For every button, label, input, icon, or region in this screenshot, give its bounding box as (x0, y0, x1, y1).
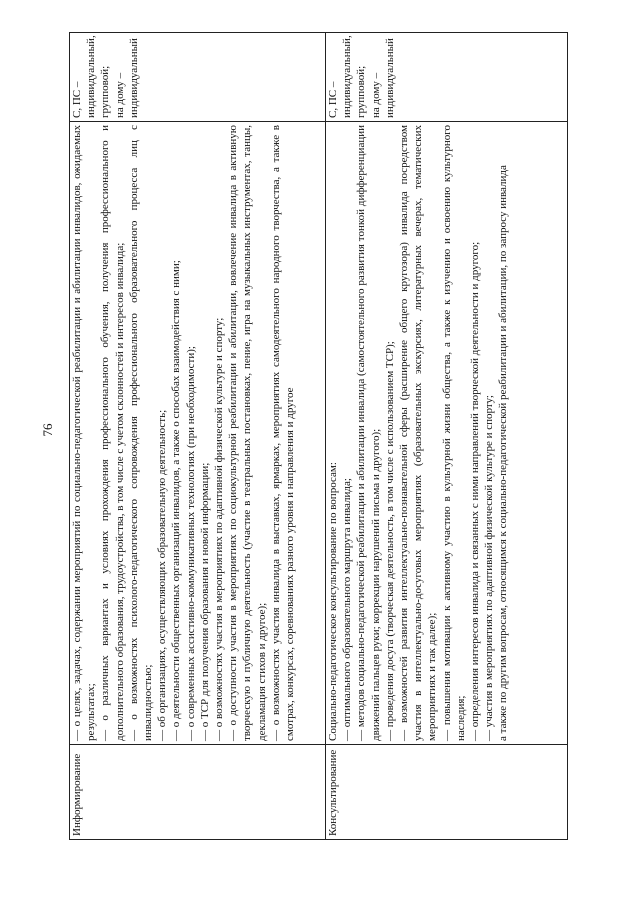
content-line: — о возможностях психолого-педагогического сопровождения профессионального образовательного процесса лиц с инвалидностью; (127, 125, 155, 741)
form-line: индивидуальный, (341, 35, 354, 118)
content-line: — о целях, задачах, содержании мероприятий по социально-педагогической реабилитации и абилитации инвалидов, ожидаемых результатах; (71, 125, 98, 741)
content-line: — участия в мероприятиях по адаптивной физической культуре и спорту; (483, 395, 496, 741)
content-line: — о различных вариантах и условиях прохождения профессионального обучения, получения профессионального и дополнительного образования, трудоустройства, в том числе с учетом склонностей и интересов инвалида; (99, 125, 126, 741)
content-line: — о возможностях участия инвалида в выставках, ярмарках, мероприятиях самодеятельного народного творчества, а также в смотрах, конкурсах, соревнованиях разного уровня и направления и другое (269, 125, 297, 741)
table-row (70, 33, 326, 840)
service-form-cell (70, 33, 326, 122)
content-line: — оптимального образовательного маршрута инвалида; (341, 478, 354, 741)
service-name-cell: Консультирование (326, 745, 568, 840)
form-line: С, ПС – (327, 81, 339, 118)
service-name-cell: Информирование (70, 745, 326, 840)
form-line: групповой; (355, 65, 368, 118)
form-line: групповой; (99, 65, 112, 118)
services-table (69, 32, 568, 840)
content-line: — о ТСР для получения образования и новой информации; (198, 462, 211, 741)
content-line: — возможностей развития интеллектуально-познавательной сферы (расширение общего кругозора) инвалида посредством участия в интеллектуально-досуговых мероприятиях (образовательных экскурсиях, литературных вечерах, тематических мероприятиях и так далее); (398, 125, 439, 741)
content-line: — повышения мотивации к активному участию в культурной жизни общества, а также к изучению и освоению культурного наследия; (440, 125, 467, 741)
content-line: — определения интересов инвалида и связанных с ними направлений творческой деятельности и другого; (469, 241, 482, 741)
content-line: — методов социально-педагогической реабилитации и абилитации инвалида (самостоятельного развития тонкой дифференциации движений пальцев руки; коррекции нарушений письма и другого); (355, 125, 382, 741)
table-row (326, 33, 568, 840)
form-line: индивидуальный, (85, 35, 98, 118)
content-line: Социально-педагогическое консультирование по вопросам: (327, 462, 339, 741)
form-line: индивидуальный (127, 38, 140, 118)
content-line: — о доступности участия в мероприятиях по социокультурной реабилитации и абилитации, вовлечение инвалида в активную творческую и публичную деятельность (участие в театральных постановках, пение, игра на музыкальных инструментах, танцы, декламация стихов и другое); (227, 125, 268, 741)
page-number: 76 (40, 423, 55, 437)
service-content-cell (326, 122, 568, 745)
rotated-page-content (69, 32, 567, 840)
form-line: на дому – (369, 72, 382, 118)
form-line: индивидуальный (383, 38, 396, 118)
form-line: на дому – (113, 72, 126, 118)
content-line: — проведения досуга (творческая деятельность, в том числе с использованием ТСР); (383, 341, 396, 741)
content-line: — о деятельности общественных организаций инвалидов, а также о способах взаимодействия с ними; (170, 260, 183, 741)
service-form-cell (326, 33, 568, 122)
content-line: — о современных ассистивно-коммуникативных технологиях (при необходимости); (184, 346, 197, 741)
service-content-cell (70, 122, 326, 745)
content-line: — о возможностях участия в мероприятиях по адаптивной физической культуре и спорту; (213, 317, 226, 741)
content-line: а также по другим вопросам, относящимся к социально-педагогической реабилитации и абилитации, по запросу инвалида (497, 165, 510, 741)
form-line: С, ПС – (71, 81, 83, 118)
content-line: — об организациях, осуществляющих образовательную деятельность; (156, 409, 169, 741)
